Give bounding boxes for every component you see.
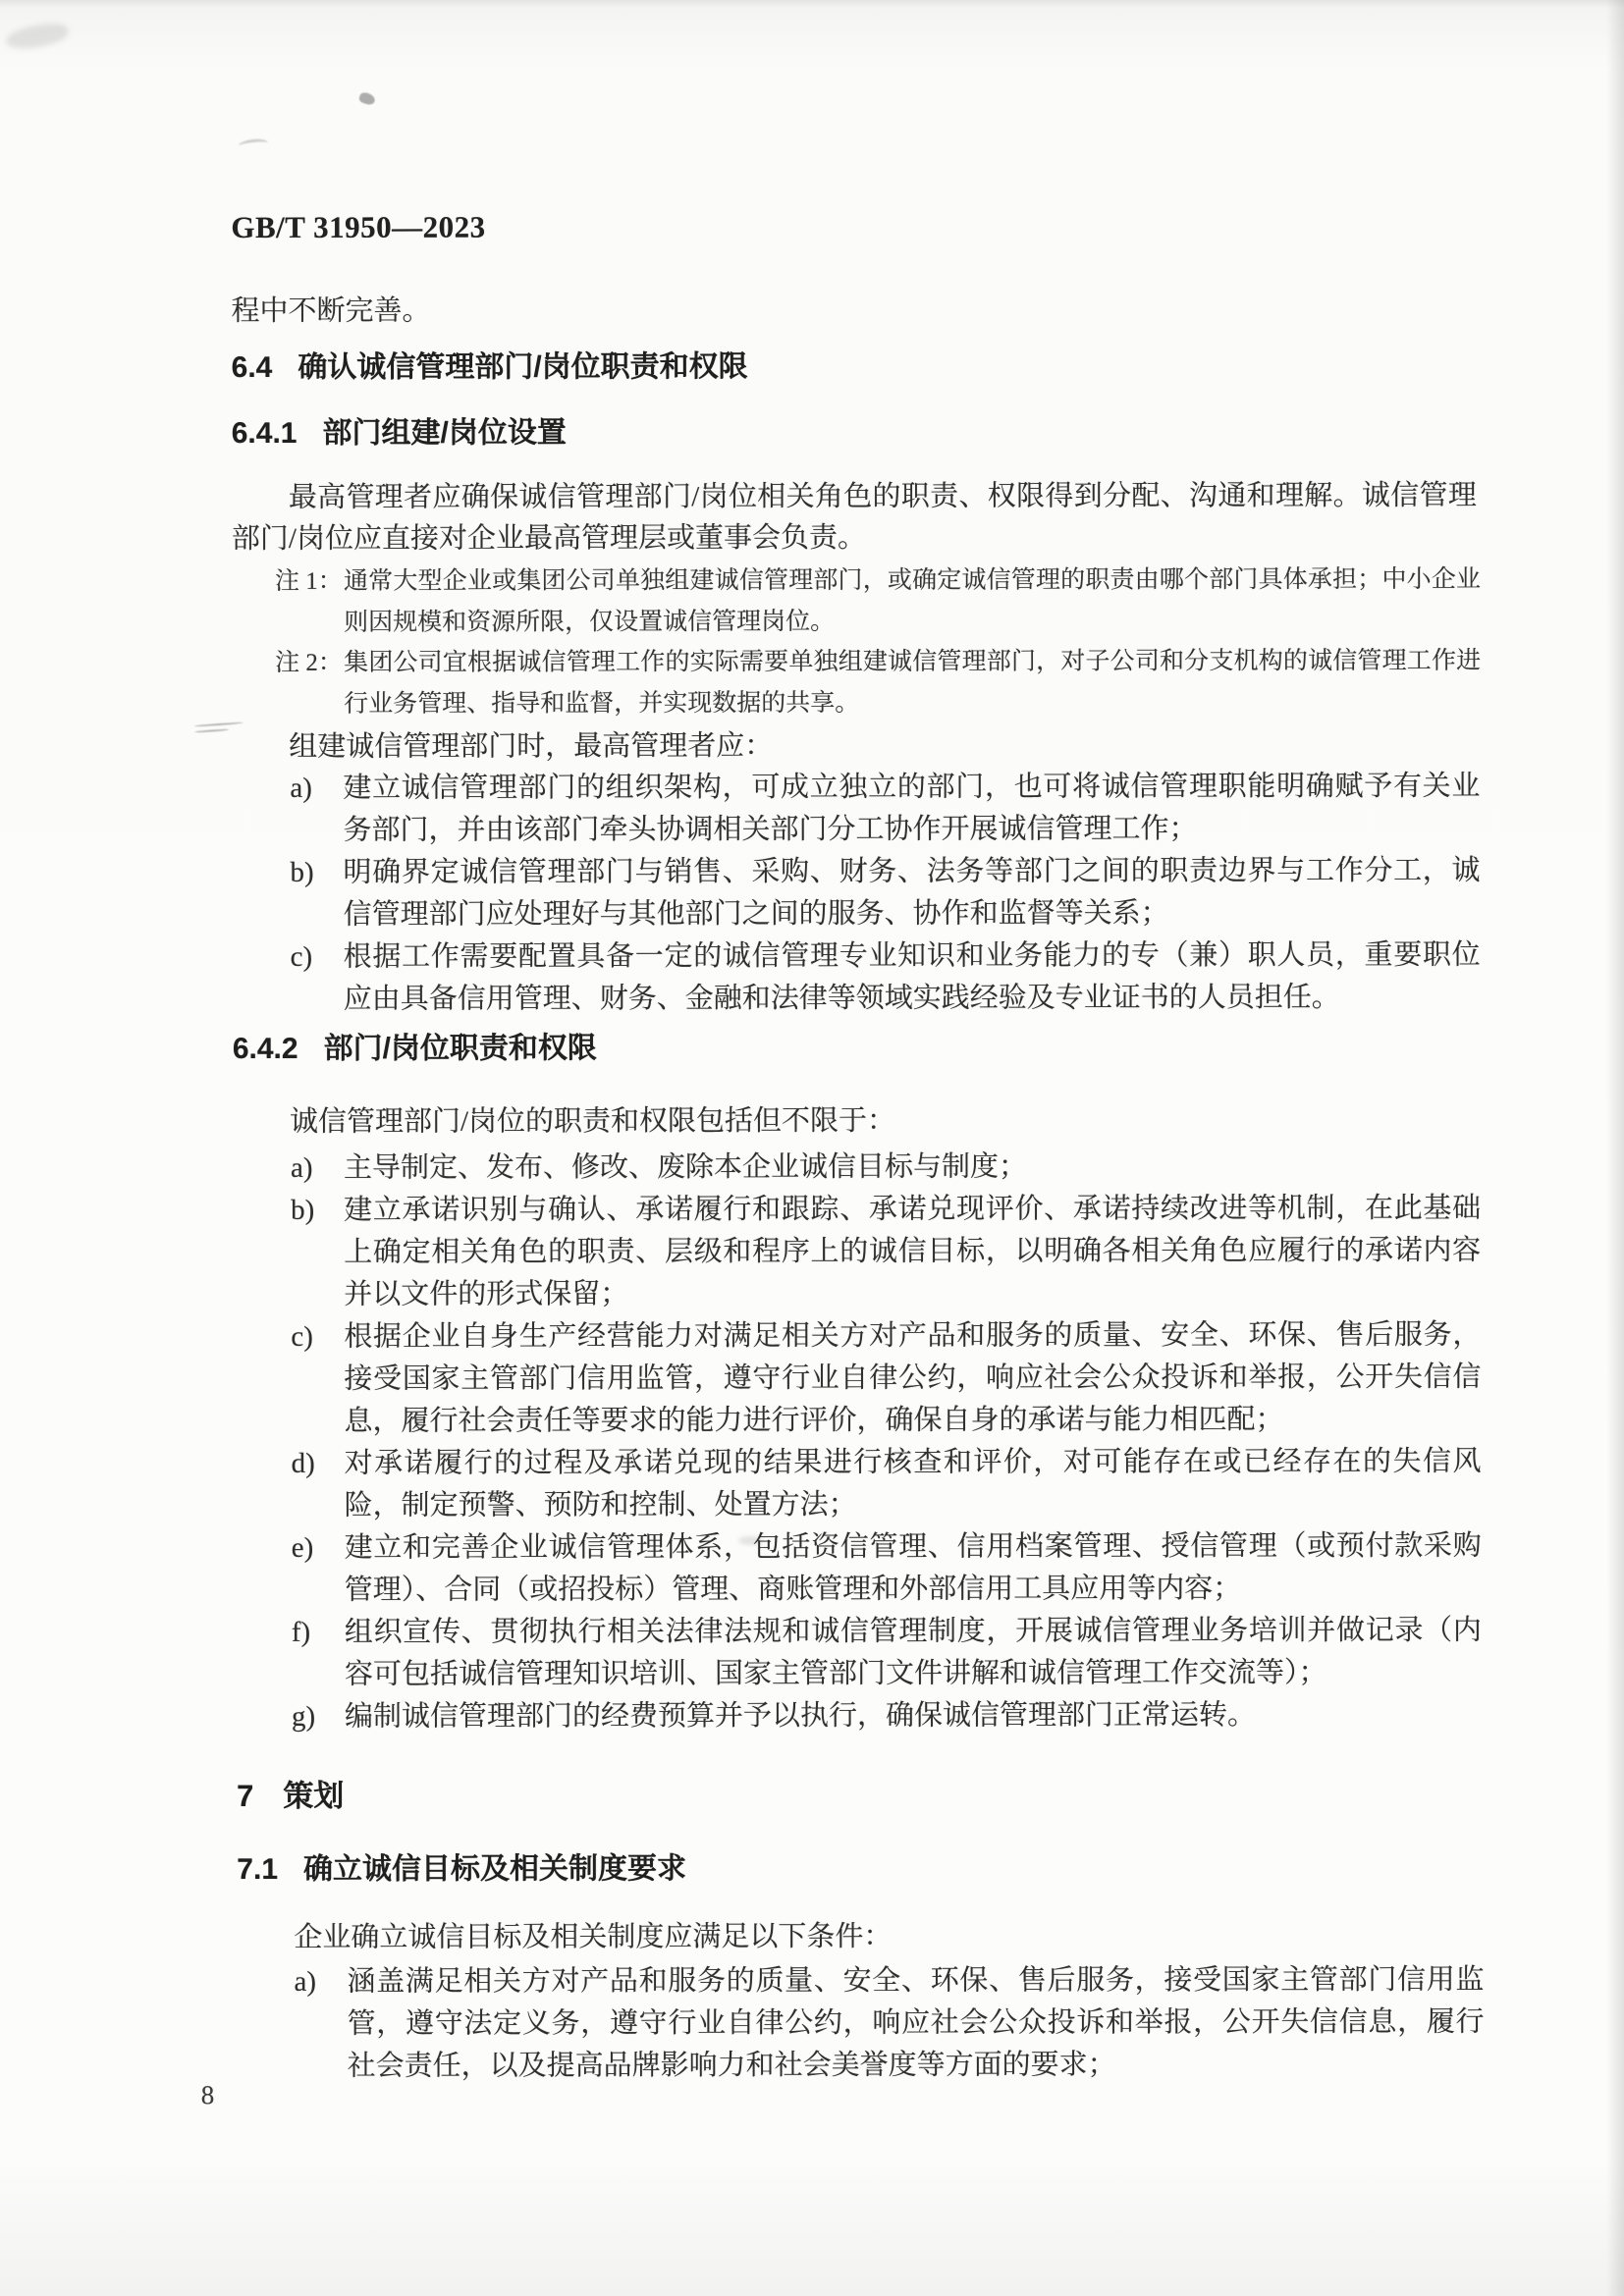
list-item-text: 根据企业自身生产经营能力对满足相关方对产品和服务的质量、安全、环保、售后服务，接受国家主管部门信用监管，遵守行业自律公约，响应社会公众投诉和举报，公开失信信息，履行社会责任等要求的能力进行评价，确保自身的承诺与能力相匹配； xyxy=(344,1318,1482,1437)
section-number: 6.4 xyxy=(231,350,273,385)
list-item xyxy=(290,766,1480,852)
list-item xyxy=(292,1610,1482,1696)
list-item-marker: c) xyxy=(290,940,313,973)
note-text: 通常大型企业或集团公司单独组建诚信管理部门，或确定诚信管理的职责由哪个部门具体承担；中小企业则因规模和资源所限，仅设置诚信管理岗位。 xyxy=(343,565,1482,636)
list-item-marker: e) xyxy=(291,1531,314,1564)
note-2 xyxy=(275,641,1481,724)
list-item-text: 编制诚信管理部门的经费预算并予以执行，确保诚信管理部门正常运转。 xyxy=(344,1699,1257,1733)
list-item-marker: a) xyxy=(290,772,312,804)
list-item-text: 建立和完善企业诚信管理体系，包括资信管理、信用档案管理、授信管理（或预付款采购管理）、合同（或招投标）管理、商账管理和外部信用工具应用等内容； xyxy=(344,1529,1482,1606)
list-item-text: 明确界定诚信管理部门与销售、采购、财务、法务等部门之间的职责边界与工作分工，诚信管理部门应处理好与其他部门之间的服务、协作和监督等关系； xyxy=(343,854,1481,931)
list-item-text: 根据工作需要配置具备一定的诚信管理专业知识和业务能力的专（兼）职人员，重要职位应由具备信用管理、财务、金融和法律等领域实践经验及专业证书的人员担任。 xyxy=(343,938,1481,1015)
list-item-marker: f) xyxy=(291,1616,311,1648)
paragraph-641-lead: 组建诚信管理部门时，最高管理者应： xyxy=(289,730,774,763)
list-item-marker: c) xyxy=(291,1320,313,1353)
ordered-list-71 xyxy=(294,1959,1484,2088)
list-item-marker: a) xyxy=(291,1151,313,1184)
list-item-text: 涵盖满足相关方对产品和服务的质量、安全、环保、售后服务，接受国家主管部门信用监管，遵守法定义务，遵守行业自律公约，响应社会公众投诉和举报，公开失信信息，履行社会责任，以及提高品牌影响力和社会美誉度等方面的要求； xyxy=(347,1963,1485,2082)
list-item xyxy=(291,1314,1481,1443)
list-item xyxy=(290,850,1480,936)
list-item xyxy=(292,1694,1482,1738)
list-item xyxy=(291,934,1481,1021)
ordered-list-642 xyxy=(291,1146,1482,1738)
list-item xyxy=(294,1959,1484,2088)
list-item-text: 建立诚信管理部门的组织架构，可成立独立的部门，也可将诚信管理职能明确赋予有关业务部门，并由该部门牵头协调相关部门分工协作开展诚信管理工作； xyxy=(343,770,1481,846)
section-number: 6.4.1 xyxy=(231,416,298,451)
note-label: 注 2： xyxy=(275,649,343,676)
list-item-marker: d) xyxy=(291,1447,315,1479)
section-heading-6-4-2 xyxy=(233,1032,597,1066)
section-heading-7-1 xyxy=(237,1852,686,1887)
note-text: 集团公司宜根据诚信管理工作的实际需要单独组建诚信管理部门，对子公司和分支机构的诚信管理工作进行业务管理、指导和监督，并实现数据的共享。 xyxy=(344,647,1482,718)
list-item-text: 对承诺履行的过程及承诺兑现的结果进行核查和评价，对可能存在或已经存在的失信风险，制定预警、预防和控制、处置方法； xyxy=(344,1445,1482,1522)
list-item xyxy=(291,1146,1481,1190)
note-1 xyxy=(275,560,1481,643)
list-item-text: 建立承诺识别与确认、承诺履行和跟踪、承诺兑现评价、承诺持续改进等机制，在此基础上确定相关角色的职责、层级和程序上的诚信目标，以明确各相关角色应履行的承诺内容并以文件的形式保留； xyxy=(344,1192,1482,1310)
paragraph-641-intro: 最高管理者应确保诚信管理部门/岗位相关角色的职责、权限得到分配、沟通和理解。诚信管理部门/岗位应直接对企业最高管理层或董事会负责。 xyxy=(231,479,1477,556)
list-item-text: 主导制定、发布、修改、废除本企业诚信目标与制度； xyxy=(344,1150,1028,1184)
paragraph-71-lead: 企业确立诚信目标及相关制度应满足以下条件： xyxy=(294,1920,893,1953)
section-title: 确认诚信管理部门/岗位职责和权限 xyxy=(298,350,748,384)
note-label: 注 1： xyxy=(274,567,343,595)
carryover-paragraph: 程中不断完善。 xyxy=(231,294,431,328)
list-item xyxy=(291,1188,1481,1316)
section-title: 确立诚信目标及相关制度要求 xyxy=(302,1852,687,1886)
section-number: 6.4.2 xyxy=(232,1032,298,1066)
list-item xyxy=(292,1441,1482,1527)
list-item xyxy=(292,1525,1482,1612)
section-title: 策划 xyxy=(283,1778,345,1813)
section-number: 7 xyxy=(237,1778,254,1814)
list-item-marker: b) xyxy=(290,856,314,888)
paragraph-642-lead: 诚信管理部门/岗位的职责和权限包括但不限于： xyxy=(289,1104,896,1138)
section-title: 部门/岗位职责和权限 xyxy=(323,1032,597,1065)
section-number: 7.1 xyxy=(237,1852,279,1887)
section-title: 部门组建/岗位设置 xyxy=(322,416,567,450)
section-heading-7 xyxy=(237,1780,344,1813)
list-item-marker: a) xyxy=(294,1965,317,1998)
list-item-marker: b) xyxy=(291,1194,315,1226)
standard-doc-code: GB/T 31950—2023 xyxy=(231,209,486,245)
list-item-text: 组织宣传、贯彻执行相关法律法规和诚信管理制度，开展诚信管理业务培训并做记录（内容可包括诚信管理知识培训、国家主管部门文件讲解和诚信管理工作交流等）； xyxy=(344,1614,1482,1690)
page-number: 8 xyxy=(200,2080,215,2110)
ordered-list-641 xyxy=(290,766,1480,1021)
section-heading-6-4 xyxy=(232,350,748,385)
section-heading-6-4-1 xyxy=(232,416,567,451)
list-item-marker: g) xyxy=(291,1700,316,1733)
